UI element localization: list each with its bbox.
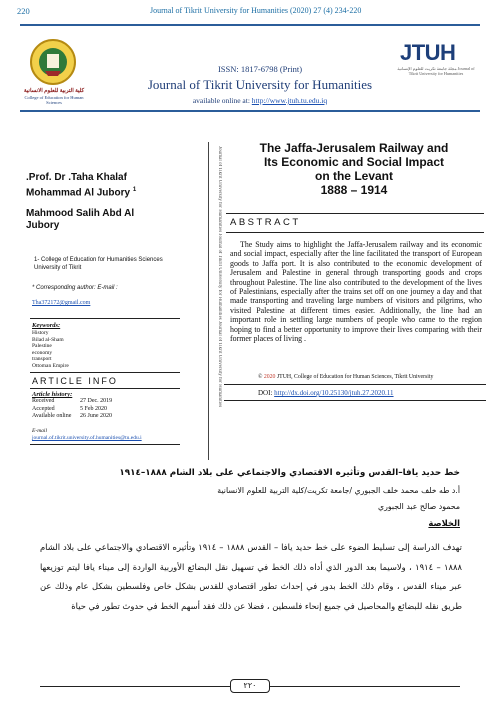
- paper-title-line: 1888 – 1914: [320, 183, 388, 197]
- keyword: Palestine: [32, 343, 52, 350]
- copyright-text: JTUH, College of Education for Human Sciences, Tikrit University: [276, 374, 434, 380]
- divider: [224, 400, 486, 401]
- author-1: [26, 172, 136, 199]
- author-1-line1: .Prof. Dr .Taha Khalaf: [26, 172, 127, 183]
- keywords-list: [32, 330, 69, 370]
- footer-page-number: ٢٢٠: [230, 679, 270, 693]
- copyright-line: [258, 374, 433, 380]
- journal-citation: Journal of Tikrit University for Humanities (2020) 27 (4) 234-220: [150, 6, 362, 15]
- keyword: transport: [32, 356, 52, 363]
- keywords-title: Keywords:: [32, 322, 61, 329]
- history-label: Available online: [32, 413, 72, 420]
- paper-title-line: The Jaffa-Jerusalem Railway and: [259, 141, 449, 155]
- copyright-symbol: ©: [258, 374, 263, 380]
- author-2: [26, 208, 186, 232]
- page-number: 220: [17, 6, 30, 16]
- affiliation: 1- College of Education for Humanities Sciences University of Tikrit: [34, 257, 163, 271]
- history-email-label: E-mail: [32, 428, 47, 434]
- arabic-author-1: أ.د طه خلف محمد خلف الجبوري /جامعة تكريت/كلية التربية للعلوم الانسانية: [217, 486, 460, 495]
- keyword: economy: [32, 349, 53, 356]
- author-1-line2: Mohammad Al Jubory: [26, 187, 131, 199]
- history-label: Accepted: [32, 405, 55, 412]
- college-seal-logo: [28, 38, 78, 86]
- keyword: History: [32, 330, 49, 336]
- journal-title: Journal of Tikrit University for Humanities: [147, 77, 373, 92]
- doi-link[interactable]: http://dx.doi.org/10.25130/jtuh.27.2020.11: [274, 389, 394, 397]
- history-list: [32, 398, 182, 421]
- available-online: [130, 96, 390, 105]
- corresponding-author: * Corresponding author: E-mail :: [32, 285, 118, 291]
- available-label: available online at:: [192, 96, 250, 105]
- arabic-summary-body: تهدف الدراسة إلى تسليط الضوء على خط حديد يافا – القدس ١٨٨٨ – ١٩١٤ وتأثيره الاقتصادي والاجتماعي على بلاد الشام ١٨٨٨ – ١٩١٤ ، ولاسيما بعد الدور الذي أداه ذلك الخط في تسهيل نقل البضائع الأوربية الواردة إلى ميناء يافا ليتم توزيعها عبر ميناء القدس ، وقام ذلك الخط بدور في إحداث تطور اقتصادي للقدس بشكل خاص وفلسطين بشكل عام وذلك عن طريق نقله للبضائع والمحاصيل في جميع إنحاء فلسطين ، فضلا عن ذلك فقد أسهم الخط في حدوث تطور في حياة: [40, 542, 463, 611]
- divider: [30, 372, 180, 373]
- abstract-text: The Study aims to highlight the Jaffa-Jerusalem railway and its economic and social impact, especially after the line facilitated the transport of European goods to Jaffa port. It is also contributed to the economic development of Jerusalem and Palestine in general through transporting goods and crops throughout Palestine. The line also contributed to the development of the lives of Palestinians, especially after the trains set off on one journey a day and that made transporting and traveling large numbers of visitors and pilgrims, who visited Palestine at different times easier. Additionally, the line had an important role in settling large numbers of people who came to the region hoping to find a better opportunity to improve their lives comparing with their former places of living .: [230, 240, 482, 344]
- journal-url-link[interactable]: http://www.jtuh.tu.edu.iq: [251, 96, 328, 105]
- arabic-author-2: محمود صالح عبد الجبوري: [378, 502, 460, 511]
- issn: ISSN: 1817-6798 (Print): [217, 64, 303, 74]
- divider: [30, 388, 180, 389]
- jtuh-logo-subtitle: مجلة جامعة تكريت للعلوم الإنسانية Journal of Tikrit University for Humanities: [397, 66, 475, 76]
- abstract-title: ABSTRACT: [230, 217, 301, 228]
- divider: [226, 213, 484, 214]
- history-title: Article history:: [32, 391, 73, 398]
- vertical-journal-text: Journal of Tikrit University for Humanities Journal of Tikrit University for Humanities Journal of Tikrit University for Humanities: [217, 146, 222, 408]
- arabic-summary-title: الخلاصة: [428, 518, 460, 528]
- author-email-link[interactable]: Tha372172@gmail.com: [32, 300, 91, 306]
- history-value: 5 Feb 2020: [80, 405, 107, 412]
- history-value: 27 Dec. 2019: [80, 398, 113, 404]
- doi-label: DOI:: [258, 389, 273, 397]
- divider: [224, 384, 486, 385]
- keyword: Bilad al-Sham: [32, 336, 64, 343]
- divider: [30, 318, 180, 319]
- jtuh-logo: JTUH: [400, 40, 456, 65]
- paper-title-line: Its Economic and Social Impact: [263, 155, 445, 169]
- author-1-sup: 1: [132, 187, 137, 193]
- keyword: Ottoman Empire: [32, 362, 69, 369]
- divider: [30, 444, 180, 445]
- history-label: Received: [32, 398, 55, 404]
- history-value: 26 June 2020: [80, 413, 112, 420]
- article-info-title: ARTICLE INFO: [32, 376, 118, 386]
- journal-email-link[interactable]: journal.of.tikrit.university.of.humanities@tu.edu.i: [32, 435, 142, 441]
- college-caption-arabic: كلية التربية للعلوم الانسانية: [23, 88, 85, 94]
- doi-line: [228, 389, 484, 397]
- arabic-title: خط حديد يافا–القدس وتأثيره الاقتصادي والاجتماعي على بلاد الشام ١٨٨٨–١٩١٤: [119, 468, 460, 478]
- paper-title: [226, 141, 482, 197]
- author-2-line2: Jubory: [26, 220, 60, 231]
- college-caption-english: College of Education for Human Sciences: [24, 95, 84, 105]
- divider: [226, 232, 484, 233]
- paper-title-line: on the Levant: [314, 169, 393, 183]
- author-2-line1: Mahmood Salih Abd Al: [26, 208, 135, 219]
- copyright-year: 2020: [263, 374, 276, 380]
